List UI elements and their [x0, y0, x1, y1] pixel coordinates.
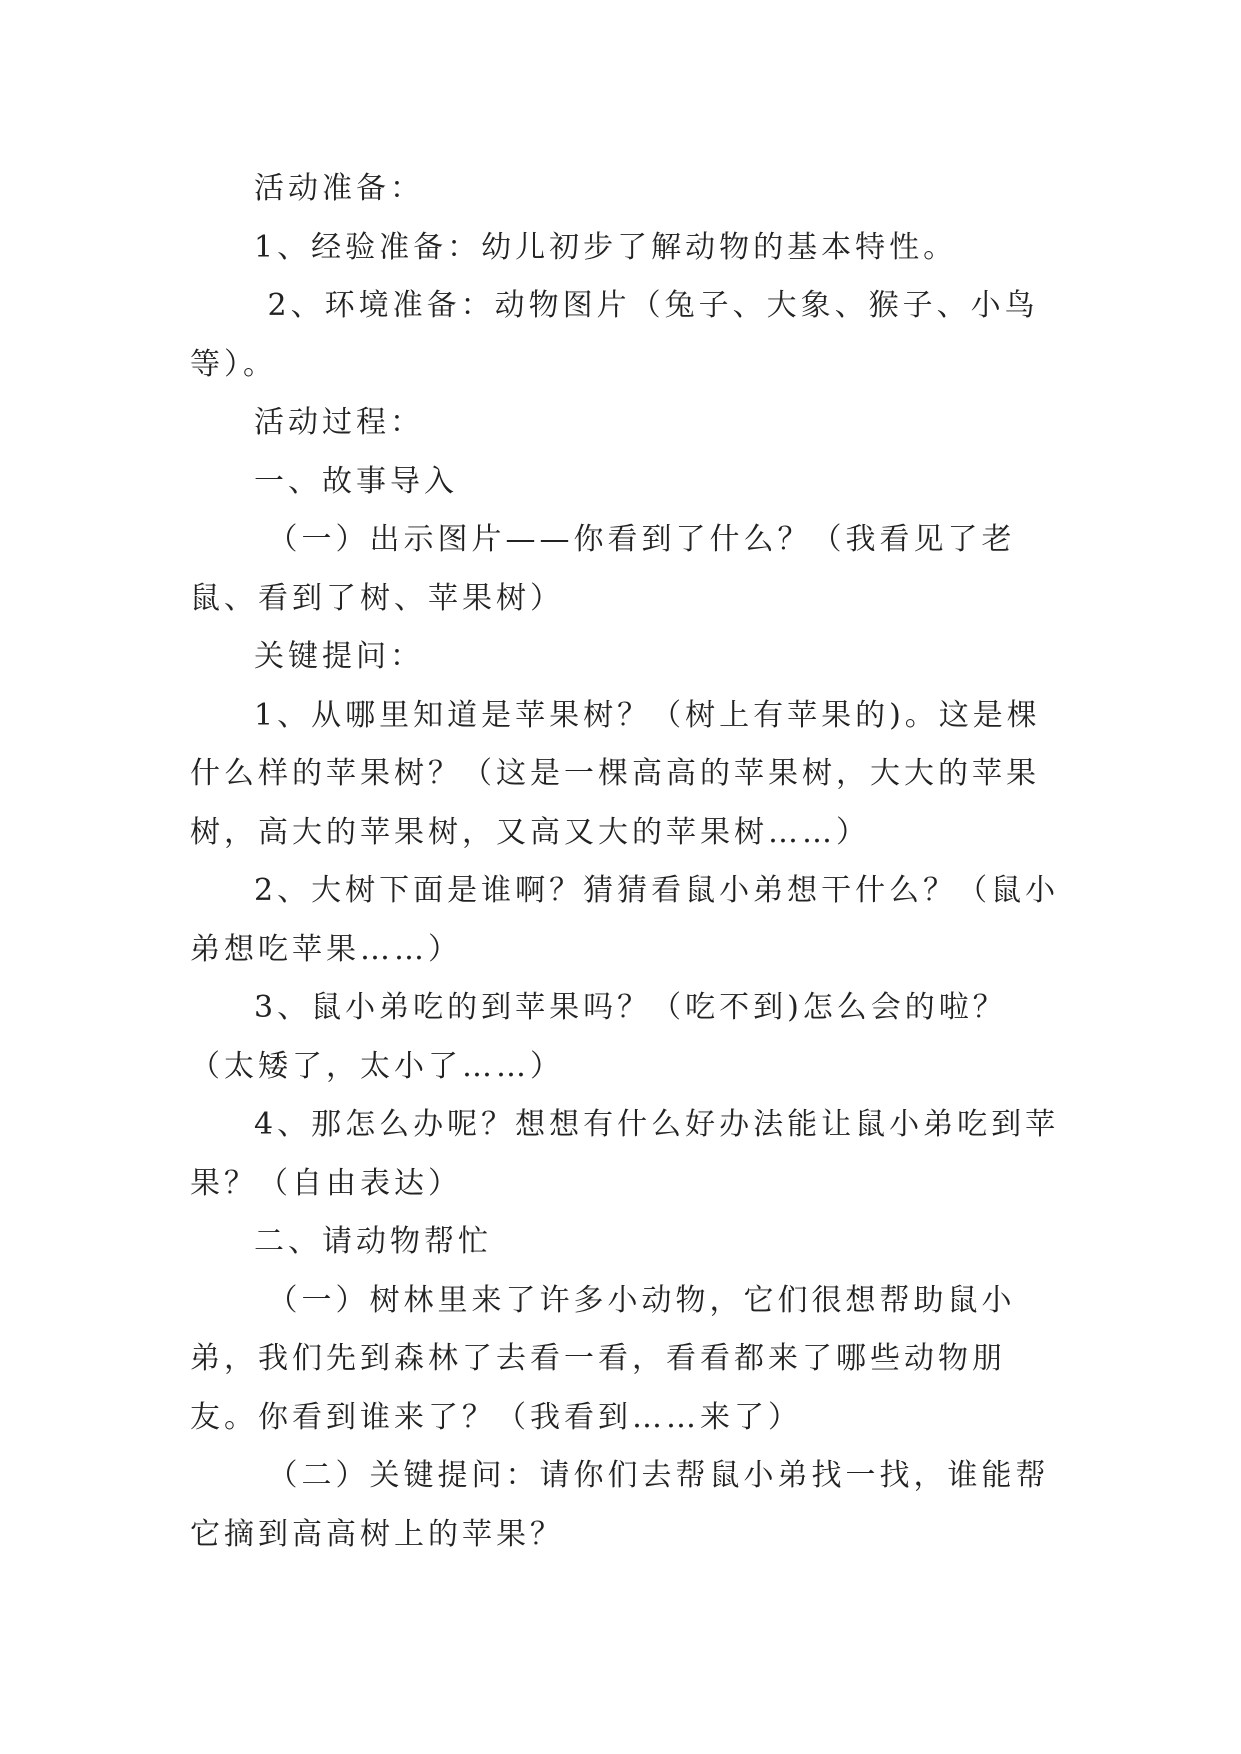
paragraph-animals-arrive: （一）树林里来了许多小动物，它们很想帮助鼠小弟，我们先到森林了去看一看，看看都来了哪些动物朋友。你看到谁来了？（我看到……来了） [190, 1282, 1016, 1435]
paragraph-ask-animals-heading: 二、请动物帮忙 [254, 1224, 492, 1259]
paragraph-activity-process-heading: 活动过程： [254, 405, 424, 440]
paragraph-key-questions-heading: 关键提问： [254, 639, 424, 674]
document-body [190, 160, 1060, 1564]
paragraph-question-2: 2、大树下面是谁啊？猜猜看鼠小弟想干什么？（鼠小弟想吃苹果……） [190, 873, 1060, 967]
paragraph-experience-preparation: 1、经验准备：幼儿初步了解动物的基本特性。 [254, 229, 958, 265]
paragraph-activity-preparation-heading: 活动准备： [254, 171, 424, 206]
paragraph-question-4: 4、那怎么办呢？想想有什么好办法能让鼠小弟吃到苹果？（自由表达） [190, 1107, 1060, 1201]
paragraph-story-introduction-heading: 一、故事导入 [254, 463, 458, 499]
paragraph-question-1: 1、从哪里知道是苹果树？（树上有苹果的)。这是棵什么样的苹果树？（这是一棵高高的苹果树，大大的苹果树，高大的苹果树，又高又大的苹果树……） [190, 697, 1041, 850]
paragraph-key-question-help: （二）关键提问：请你们去帮鼠小弟找一找，谁能帮它摘到高高树上的苹果？ [190, 1458, 1050, 1552]
paragraph-show-picture: （一）出示图片——你看到了什么？（我看见了老鼠、看到了树、苹果树） [190, 522, 1016, 616]
paragraph-environment-preparation: 2、环境准备：动物图片（兔子、大象、猴子、小鸟等）。 [190, 288, 1039, 382]
paragraph-question-3: 3、鼠小弟吃的到苹果吗？（吃不到)怎么会的啦？（太矮了，太小了……） [190, 990, 1007, 1084]
